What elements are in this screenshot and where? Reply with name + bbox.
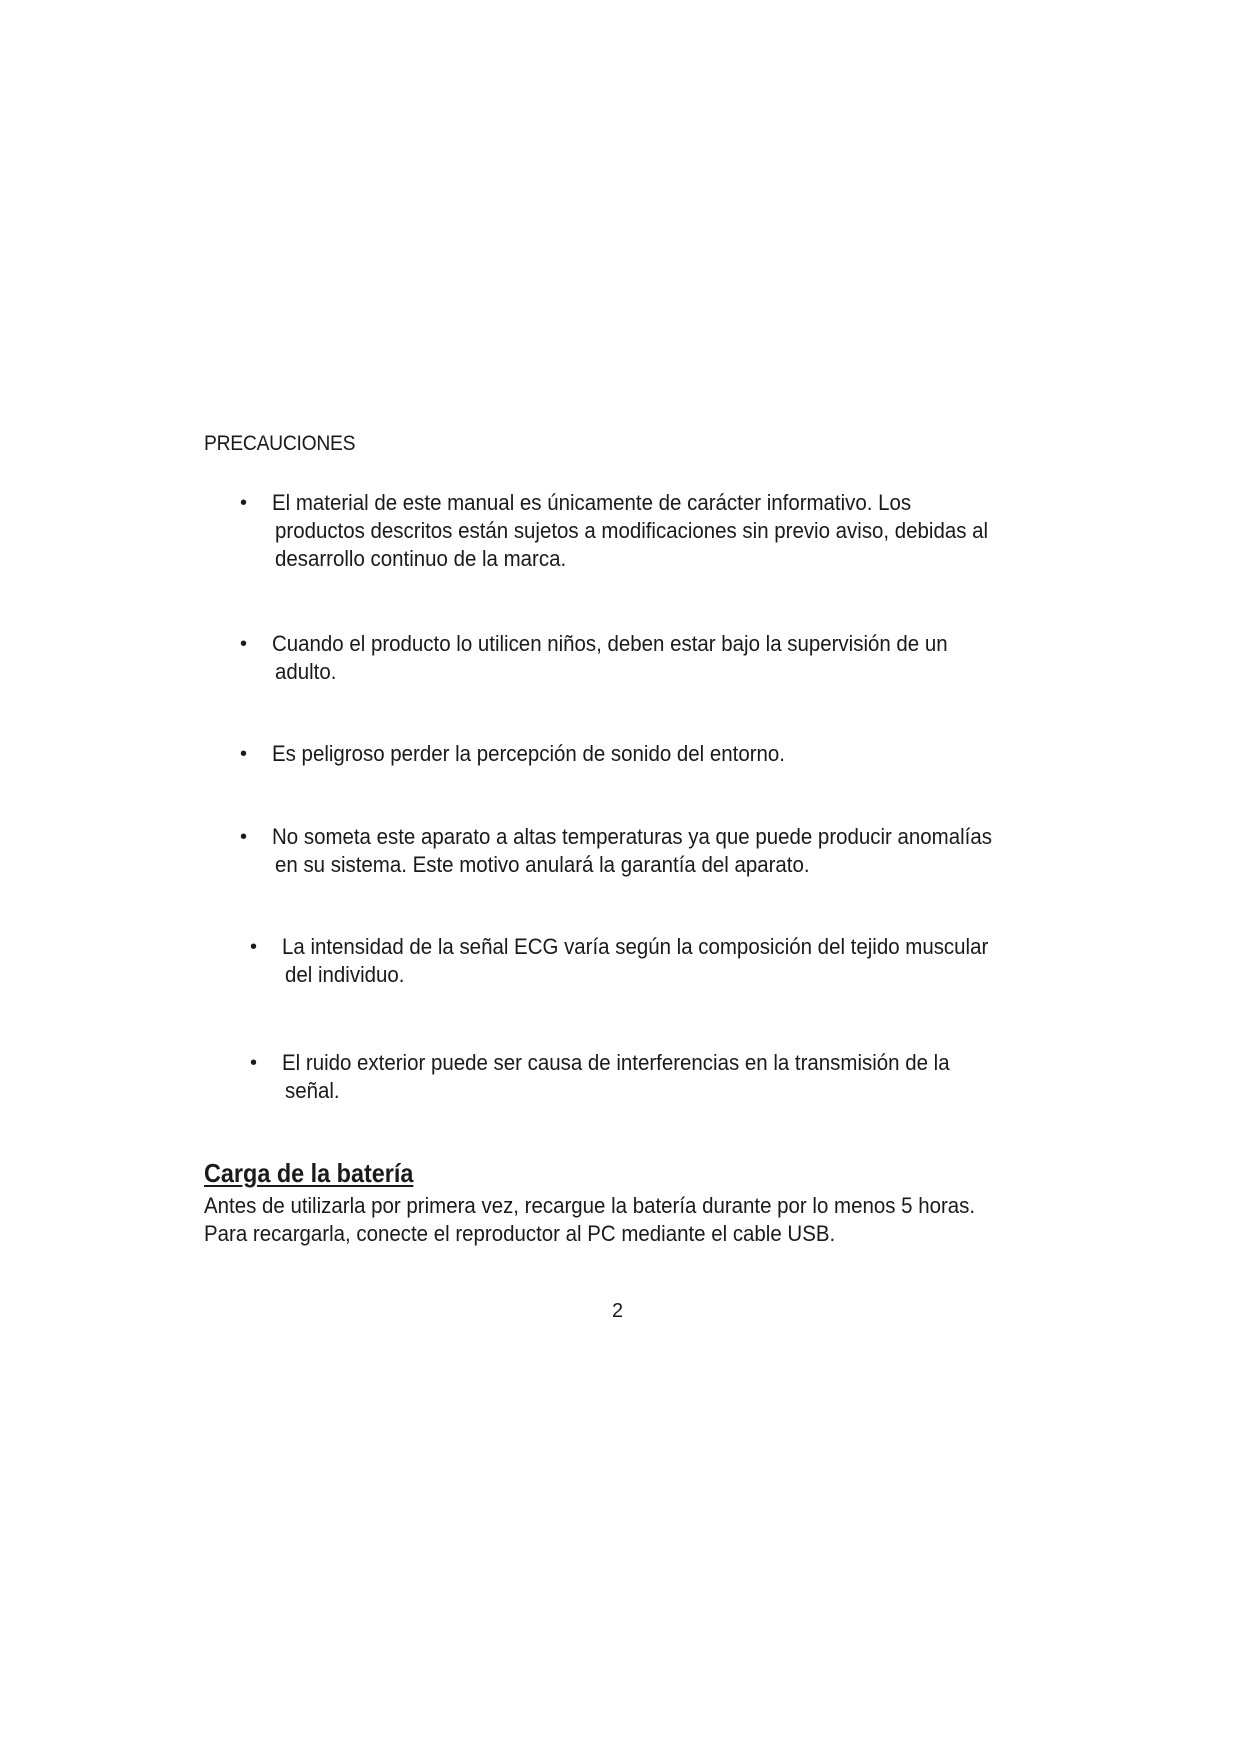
precaution-line: La intensidad de la señal ECG varía según la composición del tejido muscular (282, 934, 989, 959)
precaution-item (250, 933, 1041, 989)
precaution-line: Cuando el producto lo utilicen niños, deben estar bajo la supervisión de un (272, 631, 948, 656)
precaution-line: productos descritos están sujetos a modificaciones sin previo aviso, debidas al (275, 518, 989, 543)
bullet-icon: • (240, 826, 248, 848)
precaution-item (240, 489, 1042, 573)
precaution-item (240, 630, 998, 686)
precaution-line: adulto. (275, 659, 337, 684)
precaution-item (240, 823, 1046, 879)
precaution-line: Es peligroso perder la percepción de sonido del entorno. (272, 741, 785, 766)
battery-heading: Carga de la batería (204, 1158, 414, 1188)
precaution-line: en su sistema. Este motivo anulará la garantía del aparato. (275, 852, 810, 877)
bullet-icon: • (240, 743, 248, 765)
battery-line: Antes de utilizarla por primera vez, recargue la batería durante por lo menos 5 horas. (204, 1193, 976, 1218)
precaution-line: señal. (285, 1078, 340, 1103)
page-number: 2 (612, 1300, 624, 1322)
precaution-line: El ruido exterior puede ser causa de interferencias en la transmisión de la (282, 1050, 950, 1075)
precaution-line: No someta este aparato a altas temperaturas ya que puede producir anomalías (272, 824, 992, 849)
bullet-icon: • (240, 492, 248, 514)
precaution-line: del individuo. (285, 962, 405, 987)
battery-line: Para recargarla, conecte el reproductor al PC mediante el cable USB. (204, 1221, 836, 1246)
bullet-icon: • (250, 1052, 258, 1074)
precaution-line: El material de este manual es únicamente de carácter informativo. Los (272, 490, 912, 515)
battery-paragraph (204, 1192, 1033, 1248)
precautions-title: PRECAUCIONES (204, 432, 356, 455)
precaution-item (250, 1049, 1000, 1105)
precaution-item (240, 740, 824, 768)
bullet-icon: • (240, 633, 248, 655)
precaution-line: desarrollo continuo de la marca. (275, 546, 567, 571)
bullet-icon: • (250, 936, 258, 958)
